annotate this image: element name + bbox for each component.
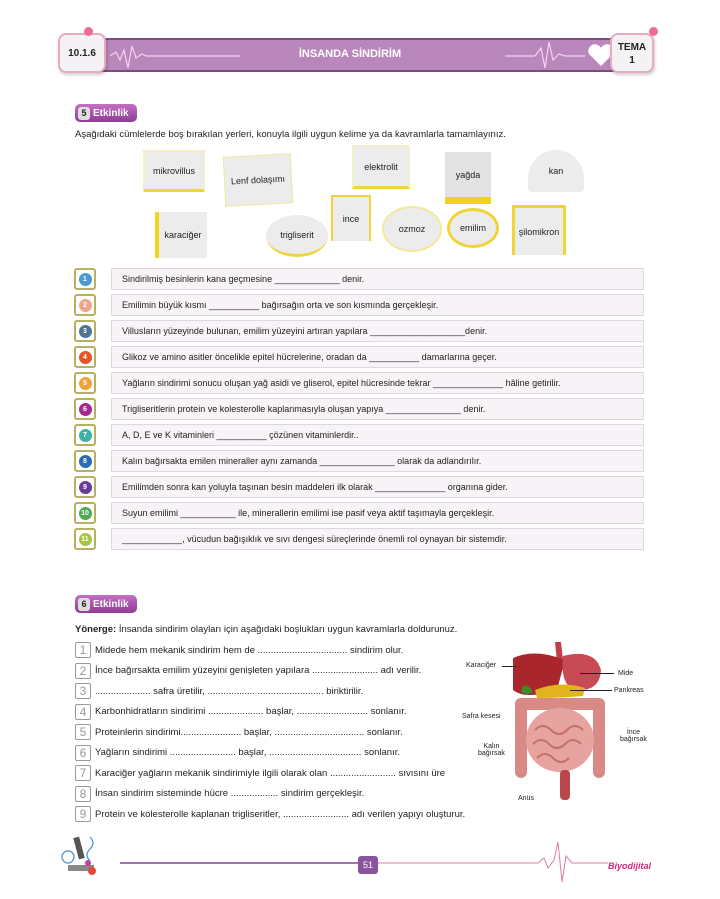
- question-number: 7: [75, 765, 91, 781]
- fill-blank-sentence[interactable]: ____________, vücudun bağışıklık ve sıvı dengesi süreçlerinde önemli rol oynayan bir sistemdir.: [111, 528, 644, 550]
- fill-blank-sentence[interactable]: A, D, E ve K vitaminleri __________ çözünen vitaminlerdir..: [111, 424, 644, 446]
- question-text[interactable]: Yağların sindirimi ......................... başlar, ................................... sonlanır.: [95, 747, 400, 758]
- question-item: [75, 724, 403, 740]
- theme-number: 1: [629, 55, 635, 66]
- pointer-line: [502, 666, 516, 667]
- fill-blank-sentence[interactable]: Yağların sindirimi sonucu oluşan yağ asidi ve gliserol, epitel hücresinde tekrar ______________ hâline getirilir.: [111, 372, 644, 394]
- label-mide: Mide: [618, 670, 634, 677]
- label-line: bağırsak: [478, 750, 505, 757]
- question-item: [75, 765, 445, 781]
- theme-label: TEMA: [617, 42, 647, 53]
- label-pankreas: Pankreas: [614, 687, 644, 694]
- word-card: karaciğer: [155, 212, 207, 258]
- digestive-system-diagram: [505, 640, 615, 805]
- item-number-badge: [74, 372, 96, 394]
- item-number: 2: [79, 299, 92, 312]
- activity-6-badge: [75, 595, 137, 613]
- directive-label: Yönerge:: [75, 624, 117, 635]
- question-number: 4: [75, 704, 91, 720]
- directive-text: İnsanda sindirim olayları için aşağıdaki boşlukları uygun kavramlarla doldurunuz.: [116, 624, 458, 635]
- pin-icon: [649, 27, 658, 36]
- word-card: Lenf dolaşımı: [223, 153, 294, 206]
- item-number: 11: [79, 533, 92, 546]
- activity-number: 5: [78, 107, 90, 120]
- theme-badge: [610, 33, 654, 73]
- word-card: yağda: [445, 152, 491, 204]
- activity-5-instruction: Aşağıdaki cümlelerde boş bırakılan yerleri, konuyla ilgili uygun kelime ya da kavramlarla tamamlayınız.: [75, 129, 506, 140]
- word-card: trigliserit: [266, 215, 328, 257]
- fill-blank-sentence[interactable]: Emilimin büyük kısmı __________ bağırsağın orta ve son kısmında gerçekleşir.: [111, 294, 644, 316]
- fill-blank-sentence[interactable]: Villusların yüzeyinde bulunan, emilim yüzeyini artıran yapılara ___________________denir.: [111, 320, 644, 342]
- item-number: 4: [79, 351, 92, 364]
- page-number: 51: [358, 856, 378, 874]
- question-text[interactable]: İnce bağırsakta emilim yüzeyini genişleten yapılara ......................... adı verilir.: [95, 665, 422, 676]
- activity-label: Etkinlik: [93, 107, 129, 119]
- item-number: 5: [79, 377, 92, 390]
- question-text[interactable]: Protein ve kolesterolle kaplanan trigliseritler, ......................... adı verilen yapıyı oluşturur.: [95, 808, 466, 820]
- item-number-badge: [74, 450, 96, 472]
- question-item: [75, 704, 407, 720]
- word-card: ozmoz: [382, 206, 442, 252]
- word-card: mikrovillus: [143, 150, 205, 192]
- question-item: [75, 663, 421, 679]
- lesson-code: 10.1.6: [58, 33, 106, 73]
- question-number: 6: [75, 745, 91, 761]
- item-number: 10: [79, 507, 92, 520]
- item-number: 1: [79, 273, 92, 286]
- heartbeat-line-icon: [378, 838, 608, 888]
- label-line: İnce: [626, 729, 641, 736]
- item-number-badge: [74, 528, 96, 550]
- question-text[interactable]: Midede hem mekanik sindirim hem de .................................. sindirim olur.: [95, 644, 404, 656]
- question-text[interactable]: ..................... safra üretilir, .................. ......................... biriktirilir.: [95, 685, 364, 697]
- activity-label: Etkinlik: [93, 598, 129, 610]
- word-card: ince: [331, 195, 371, 241]
- activity-5-badge: [75, 104, 137, 122]
- question-number: 3: [75, 683, 91, 699]
- label-anus: Anüs: [518, 795, 534, 802]
- item-number-badge: [74, 320, 96, 342]
- item-number-badge: [74, 268, 96, 290]
- label-line: bağırsak: [620, 736, 647, 743]
- question-number: 9: [75, 806, 91, 822]
- question-item: [75, 683, 363, 699]
- label-safra-kesesi: Safra kesesi: [462, 713, 501, 720]
- question-item: [75, 786, 364, 802]
- label-karaciger: Karaciğer: [466, 662, 496, 669]
- item-number: 9: [79, 481, 92, 494]
- fill-blank-sentence[interactable]: Trigliseritlerin protein ve kolesterolle kaplanmasıyla oluşan yapıya _______________ denir.: [111, 398, 644, 420]
- word-card: şilomikron: [512, 205, 566, 255]
- activity-6-directive: [75, 624, 457, 635]
- question-number: 2: [75, 663, 91, 679]
- word-card: elektrolit: [352, 145, 410, 189]
- item-number-badge: [74, 346, 96, 368]
- question-text[interactable]: İnsan sindirim sisteminde hücre .................. sindirim gerçekleşir.: [95, 788, 365, 799]
- question-text[interactable]: Proteinlerin sindirimi....................... başlar, .................................. sonlanır.: [95, 726, 403, 738]
- label-kalin-bagirsak: [478, 743, 505, 757]
- question-item: [75, 806, 465, 822]
- item-number-badge: [74, 502, 96, 524]
- word-card: emilim: [447, 208, 499, 248]
- question-text[interactable]: Karbonhidratların sindirimi ..................... başlar, ........................... sonlanır.: [95, 706, 407, 717]
- label-line: Kalın: [483, 743, 500, 750]
- fill-blank-sentence[interactable]: Glikoz ve amino asitler öncelikle epitel hücrelerine, oradan da __________ damarlarına geçer.: [111, 346, 644, 368]
- question-number: 1: [75, 642, 91, 658]
- item-number: 3: [79, 325, 92, 338]
- fill-blank-sentence[interactable]: Emilimden sonra kan yoluyla taşınan besin maddeleri ilk olarak ______________ organına gider.: [111, 476, 644, 498]
- question-text[interactable]: Karaciğer yağların mekanik sindirimiyle ilgili olarak olan ......................... sıvısını üre: [95, 767, 446, 779]
- page-title: İNSANDA SİNDİRİM: [298, 48, 402, 60]
- footer-line: [120, 862, 358, 864]
- question-item: [75, 642, 403, 658]
- heartbeat-heart-icon: [505, 40, 615, 72]
- fill-blank-sentence[interactable]: Suyun emilimi ___________ ile, minerallerin emilimi ise pasif veya aktif taşımayla gerçekleşir.: [111, 502, 644, 524]
- item-number-badge: [74, 476, 96, 498]
- item-number: 7: [79, 429, 92, 442]
- item-number: 6: [79, 403, 92, 416]
- activity-number: 6: [78, 598, 90, 611]
- item-number-badge: [74, 398, 96, 420]
- word-card: kan: [528, 150, 584, 192]
- fill-blank-sentence[interactable]: Kalın bağırsakta emilen mineraller aynı zamanda _______________ olarak da adlandırılır.: [111, 450, 644, 472]
- microscope-icon: [58, 835, 108, 880]
- item-number-badge: [74, 424, 96, 446]
- pointer-line: [580, 673, 614, 674]
- brand-logo: Biyodijital: [608, 861, 652, 871]
- pointer-line: [570, 690, 612, 691]
- label-ince-bagirsak: [620, 729, 647, 743]
- heartbeat-line-icon: [110, 40, 250, 72]
- pin-icon: [84, 27, 93, 36]
- item-number-badge: [74, 294, 96, 316]
- item-number: 8: [79, 455, 92, 468]
- question-number: 5: [75, 724, 91, 740]
- fill-blank-sentence[interactable]: Sindirilmiş besinlerin kana geçmesine _____________ denir.: [111, 268, 644, 290]
- question-item: [75, 745, 400, 761]
- question-number: 8: [75, 786, 91, 802]
